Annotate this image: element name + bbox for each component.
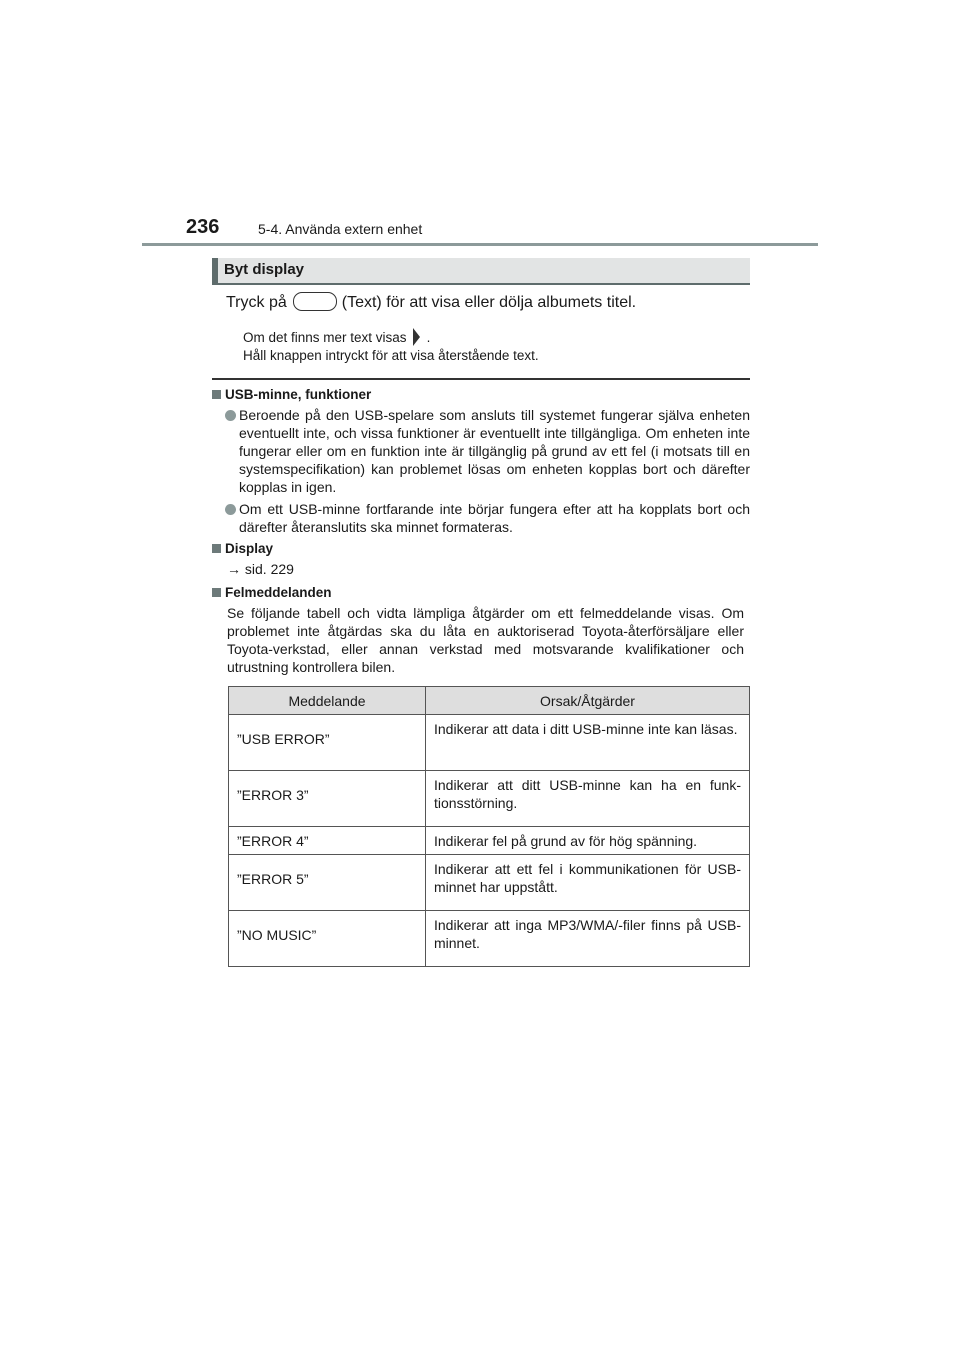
table-row	[229, 911, 750, 967]
note-hold-button: Håll knappen intryckt för att visa återstående text.	[243, 348, 539, 363]
square-bullet-icon	[212, 544, 221, 553]
section-bar	[212, 258, 750, 285]
header-divider	[142, 243, 818, 246]
message-cell: ”ERROR 3”	[229, 771, 426, 827]
page-number: 236	[186, 216, 220, 238]
table-row	[229, 855, 750, 911]
square-bullet-icon	[212, 390, 221, 399]
instruction-before: Tryck på	[226, 294, 287, 311]
instruction-after: (Text) för att visa eller dölja albumets titel.	[341, 294, 637, 311]
message-cell: ”ERROR 5”	[229, 855, 426, 911]
message-cell: ”NO MUSIC”	[229, 911, 426, 967]
table-row	[229, 771, 750, 827]
display-reference	[227, 561, 294, 577]
usb-bullet-1-text: Beroende på den USB-spelare som ansluts till systemet fungerar själva enheten eventuellt inte, och vissa funktioner är eventuellt inte tillgängliga. Om enheten inte fungerar eller om en funktion inte är tillgänglig på grund av ett fel (i motsats till en systemspecifikation) kan problemet lösas om enheten kopplas bort och därefter kopplas in igen.	[239, 407, 750, 495]
table-header-row	[229, 687, 750, 715]
rounded-button-icon	[293, 292, 337, 311]
usb-heading	[212, 387, 371, 402]
column-header-message: Meddelande	[229, 687, 426, 715]
circle-bullet-icon	[225, 410, 236, 421]
chapter-title: 5-4. Använda extern enhet	[258, 221, 423, 237]
display-heading-text: Display	[225, 541, 274, 556]
note-line1-before: Om det finns mer text visas	[243, 330, 407, 345]
section-title: Byt display	[224, 261, 305, 278]
instruction-line	[226, 292, 636, 312]
usb-heading-text: USB-minne, funktioner	[225, 387, 372, 402]
errors-heading-text: Felmeddelanden	[225, 585, 332, 600]
message-cell: ”USB ERROR”	[229, 715, 426, 771]
errors-heading	[212, 585, 332, 600]
error-table	[228, 686, 750, 967]
right-triangle-icon	[413, 328, 420, 346]
usb-bullet-2-text: Om ett USB-minne fortfarande inte börjar fungera efter att ha kopplats bort och därefter återanslutits ska minnet formateras.	[239, 501, 750, 535]
cause-cell: Indikerar att ett fel i kommunikationen för USB-minnet har uppstått.	[426, 855, 750, 911]
cause-cell: Indikerar fel på grund av för hög spänning.	[426, 827, 750, 855]
cause-cell: Indikerar att data i ditt USB-minne inte kan läsas.	[426, 715, 750, 771]
square-bullet-icon	[212, 588, 221, 597]
message-cell: ”ERROR 4”	[229, 827, 426, 855]
page-reference-link[interactable]: sid. 229	[244, 561, 294, 577]
table-row	[229, 715, 750, 771]
cause-cell: Indikerar att ditt USB-minne kan ha en funk- tionsstörning.	[426, 771, 750, 827]
display-heading	[212, 541, 273, 556]
cause-cell: Indikerar att inga MP3/WMA/-filer finns på USB-minnet.	[426, 911, 750, 967]
section-accent	[212, 258, 218, 283]
circle-bullet-icon	[225, 504, 236, 515]
usb-bullet-2	[225, 500, 750, 536]
errors-intro: Se följande tabell och vidta lämpliga åtgärder om ett felmeddelande visas. Om problemet inte åtgärdas ska du låta en auktoriserad Toyota-återförsäljare eller Toyota-verkstad, eller annan verkstad med motsvarande kvalifikationer och utrustning kontrollera bilen.	[227, 605, 744, 675]
usb-bullet-1	[225, 406, 750, 496]
note-line1-after: .	[426, 330, 431, 345]
section-divider	[212, 378, 750, 380]
column-header-cause: Orsak/Åtgärder	[426, 687, 750, 715]
note-more-text	[243, 328, 430, 346]
arrow-icon: →	[227, 561, 241, 577]
table-row	[229, 827, 750, 855]
